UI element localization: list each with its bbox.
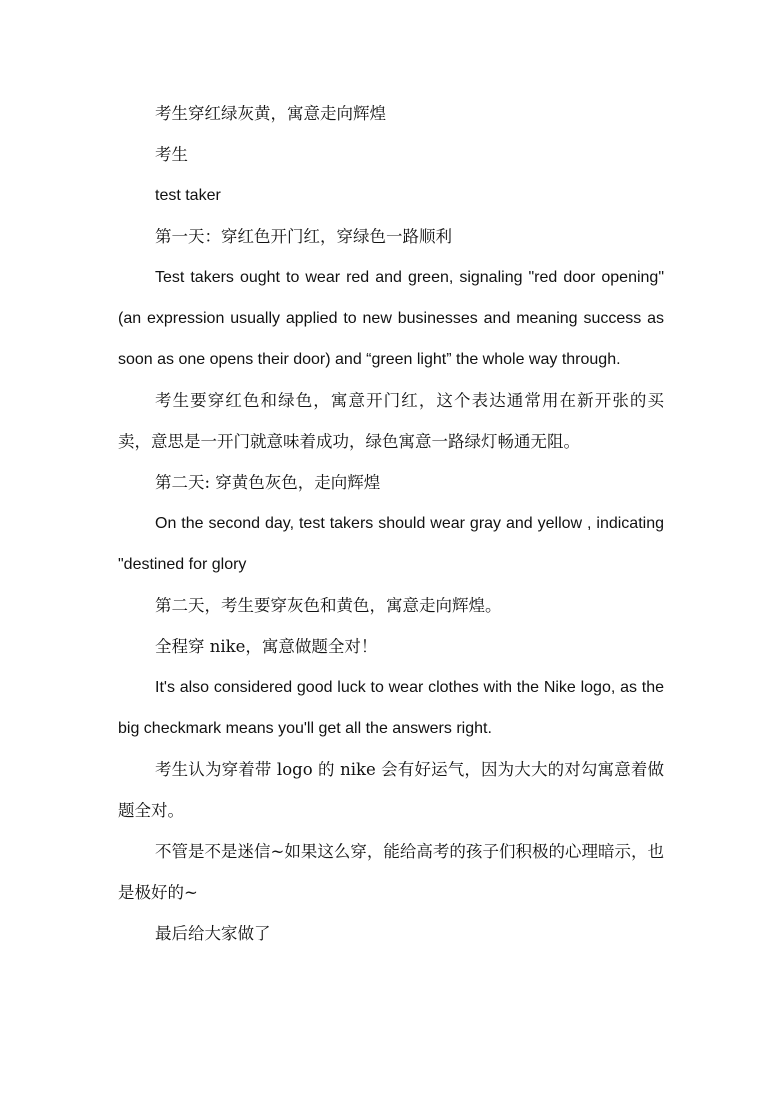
day-one-english-paragraph: Test takers ought to wear red and green, signaling "red door opening" (an expression usually applied to new businesses and meaning success as soon as one opens their door) and “green light” the whole way through. bbox=[118, 269, 664, 368]
day-one-heading: 第一天：穿红色开门红，穿绿色一路顺利 bbox=[155, 227, 452, 246]
nike-english-paragraph: It's also considered good luck to wear clothes with the Nike logo, as the big checkmark means you'll get all the answers right. bbox=[118, 679, 664, 737]
closing-paragraph: 最后给大家做了 bbox=[155, 924, 271, 943]
day-two-english-paragraph: On the second day, test takers should wear gray and yellow , indicating "destined for glory bbox=[118, 515, 664, 573]
nike-chinese-paragraph: 考生认为穿着带 logo 的 nike 会有好运气，因为大大的对勾寓意着做题全对。 bbox=[118, 760, 664, 820]
heading-paragraph: 考生穿红绿灰黄，寓意走向辉煌 bbox=[155, 104, 386, 123]
day-one-chinese-paragraph: 考生要穿红色和绿色，寓意开门红，这个表达通常用在新开张的买卖，意思是一开门就意味着成功，绿色寓意一路绿灯畅通无阻。 bbox=[118, 391, 664, 451]
term-english: test taker bbox=[155, 187, 221, 204]
nike-heading: 全程穿 nike，寓意做题全对！ bbox=[155, 637, 378, 656]
superstition-paragraph: 不管是不是迷信~如果这么穿，能给高考的孩子们积极的心理暗示，也是极好的~ bbox=[118, 842, 664, 902]
term-chinese: 考生 bbox=[155, 145, 188, 164]
day-two-chinese-paragraph: 第二天，考生要穿灰色和黄色，寓意走向辉煌。 bbox=[155, 596, 502, 615]
day-two-heading: 第二天: 穿黄色灰色，走向辉煌 bbox=[155, 473, 381, 492]
article-body bbox=[118, 93, 664, 954]
